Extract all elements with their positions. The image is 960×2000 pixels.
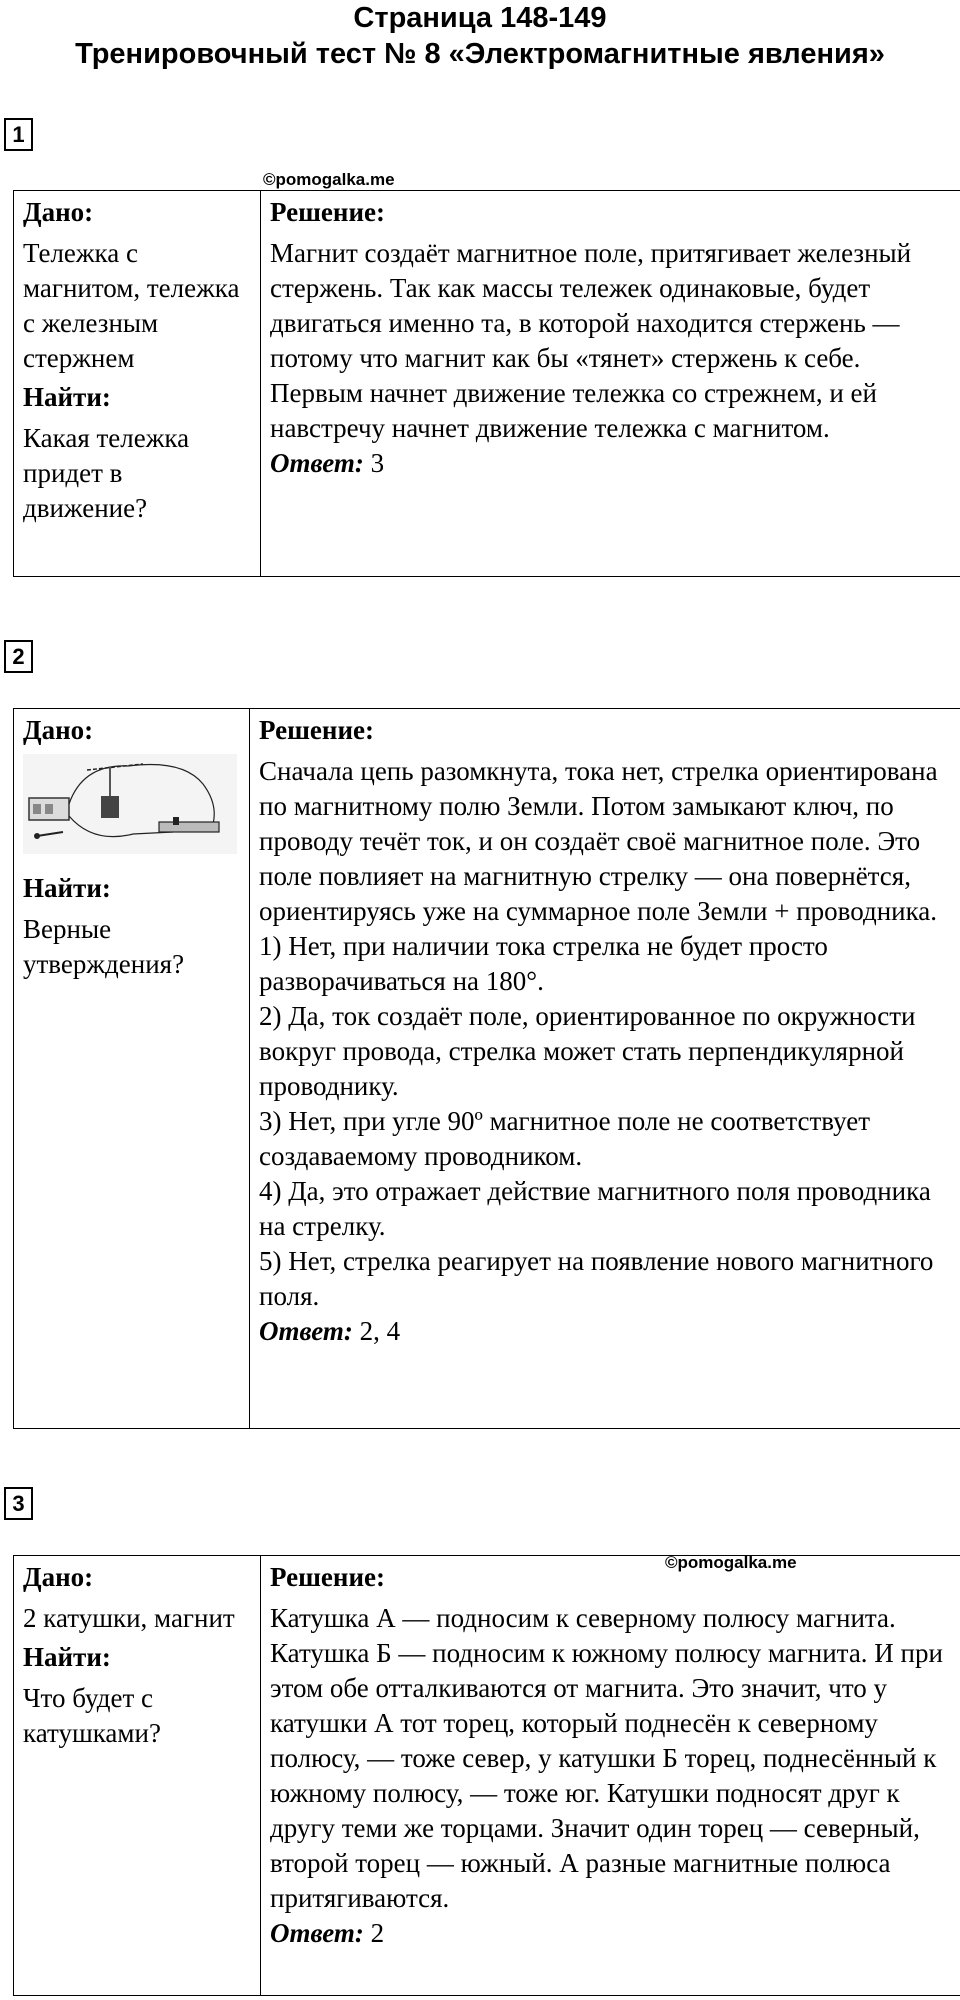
test-title: Тренировочный тест № 8 «Электромагнитные явления» [75, 38, 885, 70]
find-label: Найти: [23, 873, 111, 903]
answer-value: 3 [370, 448, 385, 478]
answer-value: 2, 4 [359, 1316, 401, 1346]
page-title: Страница 148-149 [353, 2, 607, 34]
answer-label: Ответ: [270, 1918, 364, 1948]
statement-item: 5) Нет, стрелка реагирует на появление нового магнитного поля. [259, 1246, 934, 1311]
given-label: Дано: [23, 1562, 94, 1592]
find-label: Найти: [23, 1642, 111, 1672]
watermark: ©pomogalka.me [263, 170, 395, 189]
statement-item: 2) Да, ток создаёт поле, ориентированное по окружности вокруг провода, стрелка может стать перпендикулярной проводнику. [259, 1001, 916, 1101]
find-text: Что будет с катушками? [23, 1683, 161, 1748]
statement-item: 4) Да, это отражает действие магнитного поля проводника на стрелку. [259, 1176, 931, 1241]
rheostat-icon [159, 822, 219, 832]
answer-line [270, 1916, 950, 1951]
given-text: 2 катушки, магнит [23, 1603, 235, 1633]
watermark: ©pomogalka.me [665, 1553, 797, 1572]
answer-line [259, 1314, 950, 1349]
given-label: Дано: [23, 197, 94, 227]
answer-label: Ответ: [259, 1316, 353, 1346]
given-cell [14, 709, 250, 1429]
given-text: Тележка с магнитом, тележка с железным стержнем [23, 238, 240, 373]
task-1-table [13, 190, 960, 577]
given-label: Дано: [23, 715, 94, 745]
given-cell [14, 191, 261, 577]
find-text: Верные утверждения? [23, 914, 185, 979]
statement-item: 1) Нет, при наличии тока стрелка не будет просто разворачиваться на 180°. [259, 931, 828, 996]
task-number-3: 3 [4, 1487, 33, 1520]
solution-label: Решение: [270, 197, 385, 227]
answer-value: 2 [370, 1918, 385, 1948]
task-2-table [13, 708, 960, 1429]
task-number-2: 2 [4, 640, 33, 673]
circuit-image [23, 754, 237, 854]
solution-label: Решение: [270, 1562, 385, 1592]
solution-label: Решение: [259, 715, 374, 745]
solution-intro: Сначала цепь разомкнута, тока нет, стрелка ориентирована по магнитному полю Земли. Потом замыкают ключ, по проводу течёт ток, и он создаёт своё магнитное поле. Это поле повлияет на магнитную стрелку — она повернётся, ориентируясь уже на суммарное поле Земли + проводника. [259, 756, 938, 926]
circuit-diagram [23, 754, 239, 863]
task-number-1: 1 [4, 118, 33, 151]
find-label: Найти: [23, 382, 111, 412]
solution-text: Магнит создаёт магнитное поле, притягивает железный стержень. Так как массы тележек одинаковые, будет двигаться именно та, в которой находится стержень — потому что магнит как бы «тянет» стержень к себе. Первым начнет движение тележка со стрежнем, и ей навстречу начнет движение тележка с магнитом. [270, 238, 912, 443]
solution-cell [261, 191, 960, 577]
solution-cell [261, 1556, 960, 1996]
statement-item: 3) Нет, при угле 90º магнитное поле не соответствует создаваемому проводником. [259, 1106, 870, 1171]
given-cell [14, 1556, 261, 1996]
find-text: Какая тележка придет в движение? [23, 423, 190, 523]
compass-stand-icon [101, 796, 119, 818]
solution-text: Катушка А — подносим к северному полюсу магнита. Катушка Б — подносим к южному полюсу магнита. И при этом обе отталкиваются от магнита. Это значит, что у катушки А тот торец, который поднесён к северному полюсу, — тоже север, у катушки Б торец, поднесённый к южному полюсу, — тоже юг. Катушки подносят друг к другу теми же торцами. Значит один торец — северный, второй торец — южный. А разные магнитные полюса притягиваются. [270, 1603, 943, 1913]
solution-cell [250, 709, 960, 1429]
answer-label: Ответ: [270, 448, 364, 478]
answer-line [270, 446, 950, 481]
task-3-table [13, 1555, 960, 1996]
